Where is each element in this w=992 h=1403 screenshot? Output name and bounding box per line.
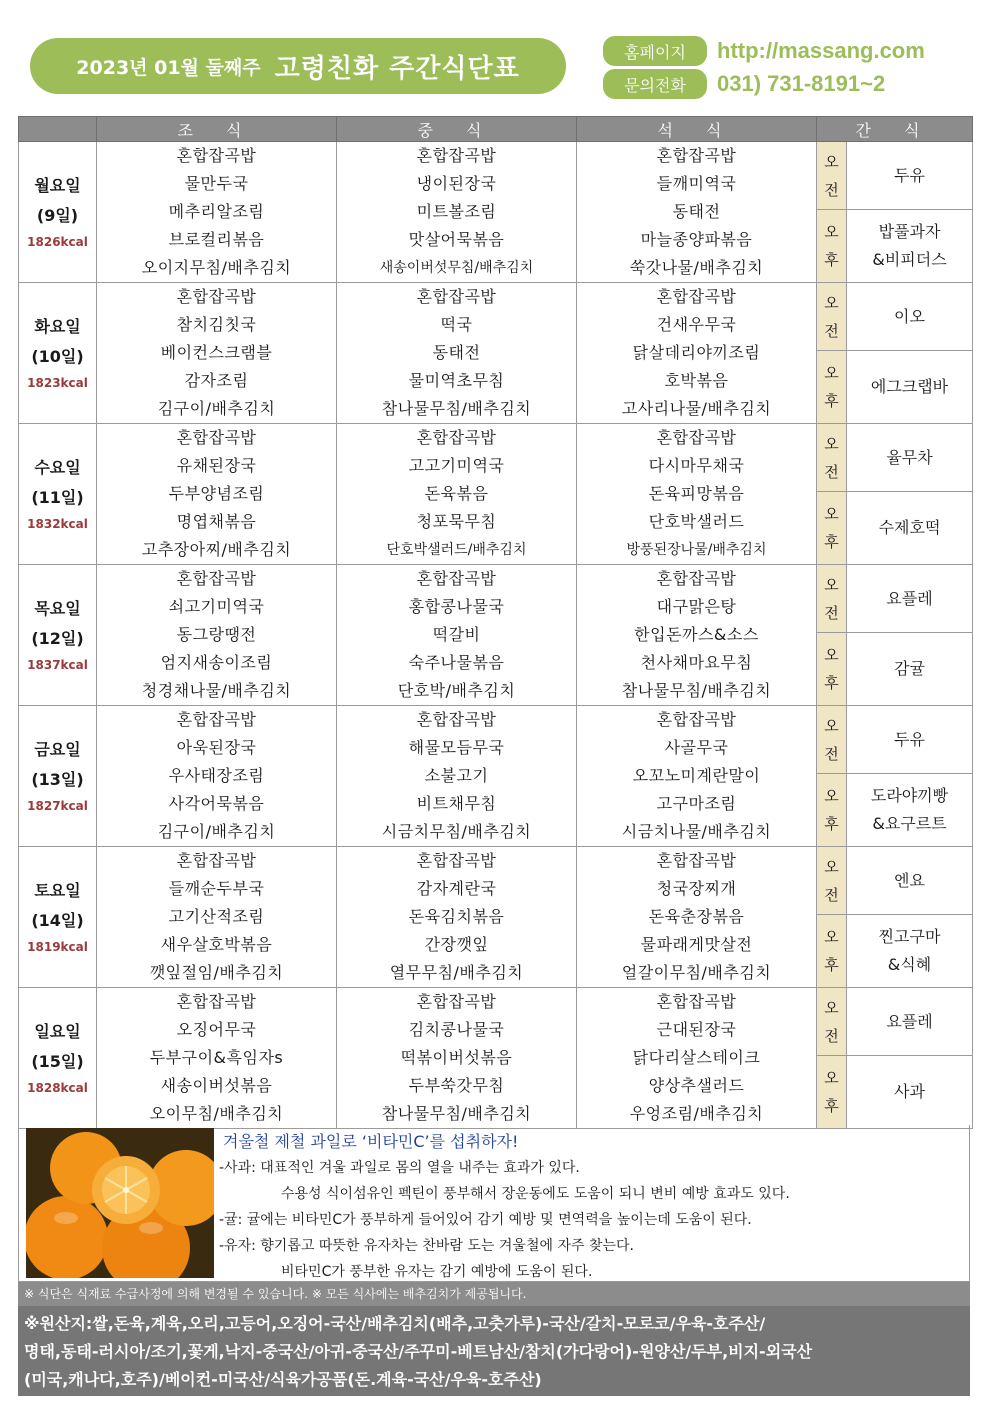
menu-item: 베이컨스크램블 — [160, 343, 273, 362]
day-cell — [19, 706, 97, 847]
menu-item: 호박볶음 — [664, 371, 729, 390]
am-label-char: 오 — [824, 293, 839, 312]
day-kcal: 1828kcal — [27, 1081, 88, 1095]
menu-item: 김구이/배추김치 — [157, 822, 276, 841]
phone-number: 031) 731-8191~2 — [717, 71, 886, 96]
snack-item: 율무차 — [886, 447, 933, 467]
menu-item: 숙주나물볶음 — [408, 653, 505, 672]
menu-item: 떡국 — [440, 315, 473, 334]
menu-item: 혼합잡곡밥 — [176, 992, 257, 1011]
menu-item: 혼합잡곡밥 — [656, 569, 737, 588]
am-label — [817, 424, 847, 492]
menu-item: 고기산적조림 — [168, 907, 265, 926]
day-name: 수요일 — [34, 458, 81, 477]
dinner-cell — [577, 142, 817, 283]
menu-item: 혼합잡곡밥 — [656, 287, 737, 306]
menu-item: 단호박/배추김치 — [397, 681, 516, 700]
menu-item: 미트볼조림 — [416, 202, 497, 221]
snack-am — [847, 847, 973, 915]
pm-label-char: 후 — [824, 392, 839, 411]
snack-am — [847, 283, 973, 351]
day-name: 목요일 — [34, 599, 81, 618]
menu-item: 대구맑은탕 — [656, 597, 737, 616]
info-yuja-detail: 비타민C가 풍부한 유자는 감기 예방에 도움이 된다. — [281, 1264, 593, 1280]
day-date: (13일) — [31, 770, 84, 789]
lunch-cell — [337, 706, 577, 847]
dinner-cell — [577, 283, 817, 424]
menu-item: 사골무국 — [664, 738, 729, 757]
menu-item: 혼합잡곡밥 — [176, 428, 257, 447]
menu-item: 브로컬리볶음 — [168, 230, 265, 249]
menu-item: 명엽채볶음 — [176, 512, 257, 531]
snack-item: 감귤 — [894, 659, 925, 679]
day-cell — [19, 565, 97, 706]
snack-pm — [847, 633, 973, 706]
snack-am — [847, 424, 973, 492]
snack-pm — [847, 492, 973, 565]
breakfast-cell — [97, 142, 337, 283]
menu-item: 청국장찌개 — [656, 879, 737, 898]
menu-item: 오이지무침/배추김치 — [141, 258, 292, 277]
menu-item: 돈육춘장볶음 — [648, 907, 745, 926]
menu-item: 두부쑥갓무침 — [408, 1076, 505, 1095]
info-yuja-line: -유자: 향기롭고 따뜻한 유자차는 찬바람 도는 겨울철에 자주 찾는다. — [219, 1238, 634, 1254]
menu-item: 간장깻잎 — [424, 935, 489, 954]
oranges-photo-icon — [26, 1128, 214, 1278]
snack-item: 수제호떡 — [878, 518, 941, 538]
dinner-cell — [577, 424, 817, 565]
menu-item: 떡볶이버섯볶음 — [400, 1048, 513, 1067]
menu-item: 혼합잡곡밥 — [416, 851, 497, 870]
day-date: (9일) — [36, 206, 79, 225]
info-apple-detail: 수용성 식이섬유인 펙틴이 풍부해서 장운동에도 도움이 되니 변비 예방 효과도 있다. — [281, 1186, 790, 1202]
pm-label-char: 오 — [824, 364, 839, 383]
day-name: 월요일 — [34, 176, 81, 195]
menu-item: 들깨미역국 — [656, 174, 737, 193]
menu-item: 닭살데리야끼조림 — [632, 343, 761, 362]
snack-pm — [847, 1056, 973, 1129]
menu-item: 엄지새송이조림 — [160, 653, 273, 672]
day-cell — [19, 988, 97, 1129]
dinner-cell — [577, 988, 817, 1129]
dinner-cell — [577, 847, 817, 988]
pm-label-char: 오 — [824, 505, 839, 524]
menu-item: 오이무침/배추김치 — [149, 1104, 284, 1123]
info-tangerine-line: -귤: 귤에는 비타민C가 풍부하게 들어있어 감기 예방 및 면역력을 높이는데 도움이 된다. — [219, 1212, 752, 1228]
menu-item: 김구이/배추김치 — [157, 399, 276, 418]
day-row — [19, 283, 973, 351]
menu-item: 시금치무침/배추김치 — [381, 822, 532, 841]
pm-label-char: 후 — [824, 815, 839, 834]
day-kcal: 1832kcal — [27, 517, 88, 531]
breakfast-cell — [97, 565, 337, 706]
pm-label-char: 후 — [824, 956, 839, 975]
menu-item: 혼합잡곡밥 — [656, 851, 737, 870]
am-label-char: 전 — [824, 1026, 839, 1045]
snack-item: &요구르트 — [872, 814, 947, 834]
menu-item: 양상추샐러드 — [648, 1076, 745, 1095]
homepage-row — [603, 35, 925, 67]
menu-item: 쑥갓나물/배추김치 — [629, 258, 764, 277]
menu-item: 오징어무국 — [176, 1020, 257, 1039]
menu-item: 혼합잡곡밥 — [656, 710, 737, 729]
menu-item: 혼합잡곡밥 — [176, 569, 257, 588]
title-week: 2023년 01월 둘째주 — [76, 56, 261, 79]
day-kcal: 1826kcal — [27, 235, 88, 249]
day-row — [19, 142, 973, 210]
snack-item: 찐고구마 — [878, 927, 941, 947]
phone-row — [603, 68, 885, 100]
homepage-link[interactable]: http://massang.com — [717, 38, 925, 63]
menu-item: 혼합잡곡밥 — [416, 146, 497, 165]
menu-item: 돈육볶음 — [424, 484, 489, 503]
day-name: 토요일 — [34, 881, 81, 900]
lunch-cell — [337, 847, 577, 988]
menu-item: 청경채나물/배추김치 — [141, 681, 292, 700]
am-label-char: 전 — [824, 180, 839, 199]
menu-table — [18, 116, 973, 1129]
am-label-char: 전 — [824, 744, 839, 763]
header-breakfast: 조 식 — [97, 117, 337, 142]
day-kcal: 1827kcal — [27, 799, 88, 813]
phone-label: 문의전화 — [603, 69, 707, 99]
am-label-char: 전 — [824, 885, 839, 904]
am-label-char: 전 — [824, 462, 839, 481]
menu-item: 시금치나물/배추김치 — [621, 822, 772, 841]
pm-label — [817, 633, 847, 706]
breakfast-cell — [97, 424, 337, 565]
menu-item: 두부양념조림 — [168, 484, 265, 503]
origin-line: 명태,동태-러시아/조기,꽃게,낙지-중국산/아귀-중국산/주꾸미-베트남산/참치(가다랑어)-원양산/두부,비지-외국산 — [24, 1342, 813, 1361]
day-cell — [19, 847, 97, 988]
menu-item: 동그랑땡전 — [176, 625, 257, 644]
menu-item: 아욱된장국 — [176, 738, 257, 757]
day-name: 일요일 — [34, 1022, 81, 1041]
header-day — [19, 117, 97, 142]
day-cell — [19, 142, 97, 283]
day-date: (11일) — [31, 488, 84, 507]
menu-item: 혼합잡곡밥 — [656, 146, 737, 165]
snack-am — [847, 988, 973, 1056]
am-label-char: 전 — [824, 603, 839, 622]
menu-item: 동태전 — [672, 202, 721, 221]
snack-item: 두유 — [894, 165, 925, 185]
am-label — [817, 988, 847, 1056]
header-dinner: 석 식 — [577, 117, 817, 142]
menu-item: 감자계란국 — [416, 879, 497, 898]
snack-item: 도라야끼빵 — [870, 786, 949, 806]
day-name: 화요일 — [34, 317, 81, 336]
menu-item: 청포묵무침 — [416, 512, 497, 531]
menu-item: 참나물무침/배추김치 — [381, 1104, 532, 1123]
menu-item: 동태전 — [432, 343, 481, 362]
pm-label-char: 오 — [824, 787, 839, 806]
day-row — [19, 706, 973, 774]
title-banner — [30, 38, 566, 94]
menu-item: 혼합잡곡밥 — [656, 992, 737, 1011]
am-label-char: 오 — [824, 857, 839, 876]
menu-item: 비트채무침 — [416, 794, 497, 813]
pm-label — [817, 774, 847, 847]
day-date: (12일) — [31, 629, 84, 648]
menu-item: 사각어묵볶음 — [168, 794, 265, 813]
pm-label-char: 후 — [824, 251, 839, 270]
snack-item: 밥풀과자 — [878, 222, 941, 242]
breakfast-cell — [97, 706, 337, 847]
menu-item: 혼합잡곡밥 — [176, 287, 257, 306]
menu-item: 김치콩나물국 — [408, 1020, 505, 1039]
snack-am — [847, 565, 973, 633]
am-label — [817, 847, 847, 915]
table-header-row — [19, 117, 973, 142]
pm-label-char: 오 — [824, 646, 839, 665]
menu-item: 단호박샐러드 — [648, 512, 745, 531]
am-label — [817, 706, 847, 774]
pm-label-char: 오 — [824, 223, 839, 242]
snack-pm — [847, 210, 973, 283]
pm-label — [817, 492, 847, 565]
menu-item: 오꼬노미계란말이 — [632, 766, 761, 785]
snack-pm — [847, 915, 973, 988]
homepage-label: 홈페이지 — [603, 36, 707, 66]
menu-item: 닭다리살스테이크 — [632, 1048, 761, 1067]
page-title: 고령친화 주간식단표 — [274, 53, 520, 84]
menu-item: 새송이버섯무침/배추김치 — [379, 260, 534, 276]
am-label-char: 오 — [824, 434, 839, 453]
menu-item: 다시마무채국 — [648, 456, 745, 475]
breakfast-cell — [97, 988, 337, 1129]
origin-line: ※원산지:쌀,돈육,계육,오리,고등어,오징어-국산/배추김치(배추,고춧가루)-국산/갈치-모로코/우육-호주산/ — [24, 1314, 766, 1333]
header-snack: 간 식 — [817, 117, 973, 142]
menu-item: 물파래게맛살전 — [640, 935, 753, 954]
pm-label-char: 후 — [824, 533, 839, 552]
breakfast-cell — [97, 847, 337, 988]
menu-item: 참나물무침/배추김치 — [621, 681, 772, 700]
menu-item: 참나물무침/배추김치 — [381, 399, 532, 418]
day-date: (10일) — [31, 347, 84, 366]
day-kcal: 1823kcal — [27, 376, 88, 390]
day-date: (14일) — [31, 911, 84, 930]
snack-am — [847, 706, 973, 774]
dinner-cell — [577, 706, 817, 847]
menu-item: 혼합잡곡밥 — [416, 428, 497, 447]
lunch-cell — [337, 565, 577, 706]
am-label — [817, 283, 847, 351]
dinner-cell — [577, 565, 817, 706]
pm-label — [817, 210, 847, 283]
menu-item: 건새우무국 — [656, 315, 737, 334]
day-cell — [19, 424, 97, 565]
menu-item: 우사태장조림 — [168, 766, 265, 785]
info-title: 겨울철 제철 과일로 ‘비타민C’를 섭취하자! — [223, 1132, 519, 1151]
menu-item: 새우살호박볶음 — [160, 935, 273, 954]
menu-item: 맛살어묵볶음 — [408, 230, 505, 249]
am-label-char: 오 — [824, 716, 839, 735]
menu-item: 마늘종양파볶음 — [640, 230, 753, 249]
menu-item: 혼합잡곡밥 — [416, 710, 497, 729]
menu-item: 쇠고기미역국 — [168, 597, 265, 616]
menu-item: 해물모듬무국 — [408, 738, 505, 757]
day-row — [19, 424, 973, 492]
snack-item: 요플레 — [886, 588, 933, 608]
snack-item: 요플레 — [886, 1011, 933, 1031]
menu-item: 고추장아찌/배추김치 — [141, 540, 292, 559]
lunch-cell — [337, 283, 577, 424]
origin-line: (미국,캐나다,호주)/베이컨-미국산/식육가공품(돈.계육-국산/우육-호주산) — [24, 1370, 542, 1389]
day-row — [19, 565, 973, 633]
info-apple-line: -사과: 대표적인 겨울 과일로 몸의 열을 내주는 효과가 있다. — [219, 1160, 580, 1176]
pm-label-char: 후 — [824, 1097, 839, 1116]
lunch-cell — [337, 142, 577, 283]
menu-item: 돈육김치볶음 — [408, 907, 505, 926]
snack-item: 엔요 — [894, 870, 925, 890]
snack-item: 이오 — [894, 306, 925, 326]
menu-item: 얼갈이무침/배추김치 — [621, 963, 772, 982]
menu-item: 참치김칫국 — [176, 315, 257, 334]
menu-item: 혼합잡곡밥 — [416, 287, 497, 306]
am-label — [817, 142, 847, 210]
menu-item: 떡갈비 — [432, 625, 481, 644]
notice-bar: ※ 식단은 식재료 수급사정에 의해 변경될 수 있습니다. ※ 모든 식사에는 배추김치가 제공됩니다. — [18, 1282, 970, 1306]
snack-item: 두유 — [894, 729, 925, 749]
menu-item: 홍합콩나물국 — [408, 597, 505, 616]
menu-item: 돈육피망볶음 — [648, 484, 745, 503]
day-cell — [19, 283, 97, 424]
day-row — [19, 847, 973, 915]
menu-item: 고구마조림 — [656, 794, 737, 813]
am-label-char: 오 — [824, 152, 839, 171]
am-label-char: 전 — [824, 321, 839, 340]
day-name: 금요일 — [34, 740, 81, 759]
menu-item: 근대된장국 — [656, 1020, 737, 1039]
menu-item: 물미역초무침 — [408, 371, 505, 390]
pm-label-char: 후 — [824, 674, 839, 693]
snack-pm — [847, 774, 973, 847]
menu-item: 소불고기 — [424, 766, 489, 785]
snack-item: 사과 — [894, 1082, 925, 1102]
menu-item: 감자조림 — [184, 371, 249, 390]
lunch-cell — [337, 424, 577, 565]
lunch-cell — [337, 988, 577, 1129]
day-kcal: 1837kcal — [27, 658, 88, 672]
menu-item: 열무무침/배추김치 — [389, 963, 524, 982]
breakfast-cell — [97, 283, 337, 424]
menu-item: 혼합잡곡밥 — [176, 851, 257, 870]
menu-item: 단호박샐러드/배추김치 — [386, 542, 527, 558]
snack-item: &식혜 — [887, 955, 932, 975]
nutrition-info-box — [18, 1125, 970, 1282]
snack-pm — [847, 351, 973, 424]
menu-item: 새송이버섯볶음 — [160, 1076, 273, 1095]
pm-label — [817, 1056, 847, 1129]
menu-item: 두부구이&흑임자s — [149, 1048, 284, 1067]
menu-item: 혼합잡곡밥 — [176, 710, 257, 729]
menu-item: 고사리나물/배추김치 — [621, 399, 772, 418]
menu-item: 혼합잡곡밥 — [416, 569, 497, 588]
menu-item: 물만두국 — [184, 174, 249, 193]
day-kcal: 1819kcal — [27, 940, 88, 954]
snack-am — [847, 142, 973, 210]
pm-label-char: 오 — [824, 928, 839, 947]
am-label-char: 오 — [824, 575, 839, 594]
am-label — [817, 565, 847, 633]
menu-item: 혼합잡곡밥 — [656, 428, 737, 447]
menu-item: 혼합잡곡밥 — [416, 992, 497, 1011]
menu-item: 천사채마요무침 — [640, 653, 753, 672]
day-row — [19, 988, 973, 1056]
origin-box — [18, 1306, 970, 1396]
menu-item: 깻잎절임/배추김치 — [149, 963, 284, 982]
pm-label — [817, 351, 847, 424]
day-date: (15일) — [31, 1052, 84, 1071]
menu-item: 방풍된장나물/배추김치 — [626, 542, 767, 558]
menu-item: 들깨순두부국 — [168, 879, 265, 898]
menu-item: 고고기미역국 — [408, 456, 505, 475]
menu-item: 우엉조림/배추김치 — [629, 1104, 764, 1123]
pm-label-char: 오 — [824, 1069, 839, 1088]
pm-label — [817, 915, 847, 988]
am-label-char: 오 — [824, 998, 839, 1017]
snack-item: &비피더스 — [872, 250, 947, 270]
menu-item: 한입돈까스&소스 — [634, 625, 759, 644]
menu-item: 메추리알조림 — [168, 202, 265, 221]
header-lunch: 중 식 — [337, 117, 577, 142]
menu-item: 혼합잡곡밥 — [176, 146, 257, 165]
menu-item: 유채된장국 — [176, 456, 257, 475]
snack-item: 에그크랩바 — [870, 377, 949, 397]
menu-item: 냉이된장국 — [416, 174, 497, 193]
